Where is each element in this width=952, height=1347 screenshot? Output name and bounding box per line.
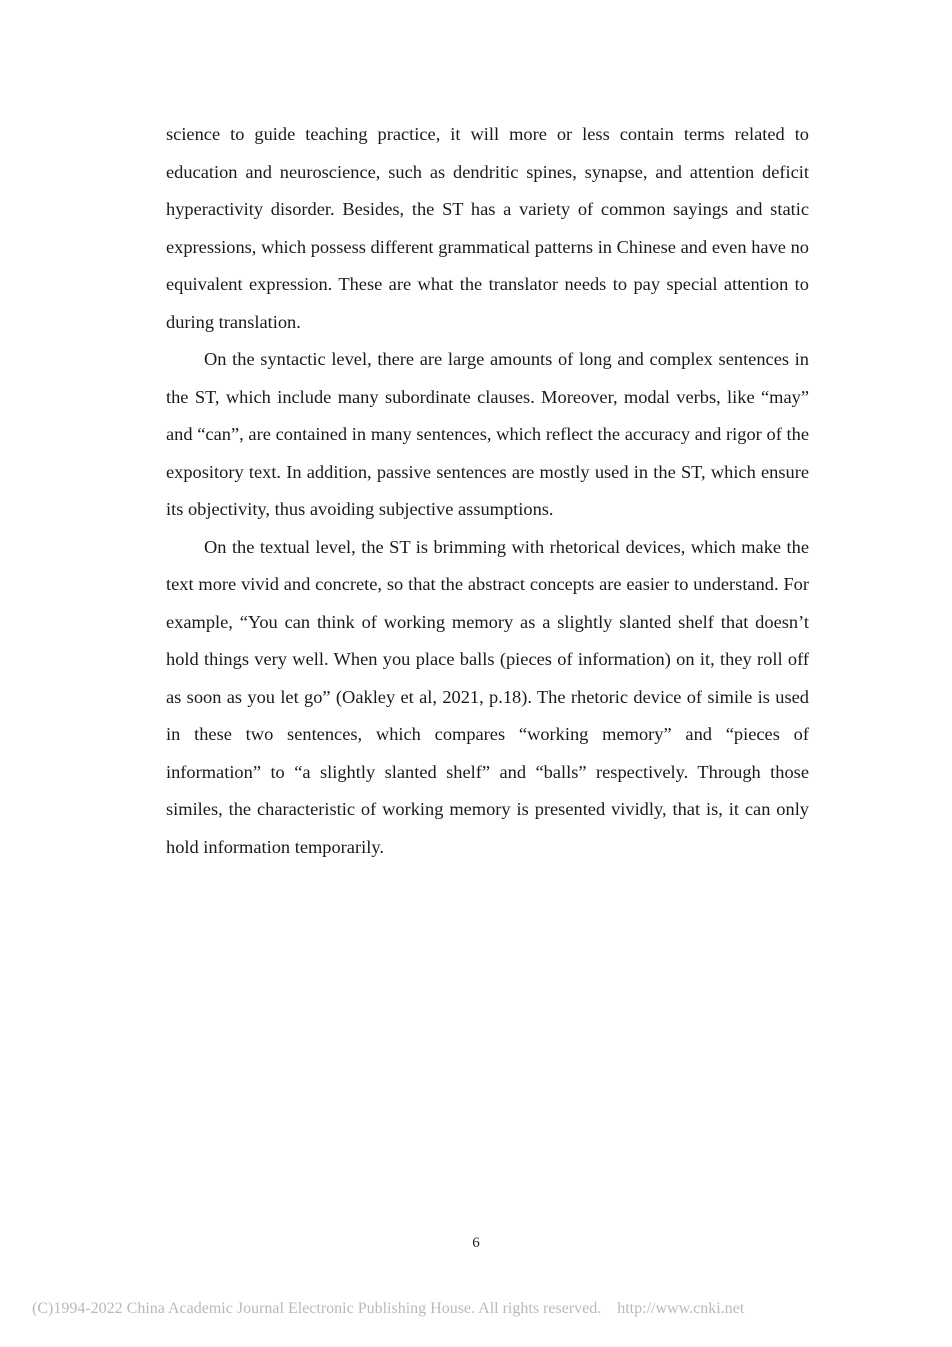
footer-url: http://www.cnki.net [617,1300,745,1317]
copyright-notice: (C)1994-2022 China Academic Journal Electronic Publishing House. All rights reserved. [32,1300,602,1317]
page-number: 6 [472,1235,480,1251]
body-paragraph: science to guide teaching practice, it will more or less contain terms related to education and neuroscience, such as dendritic spines, synapse, and attention deficit hyperactivity disorder. Besides, the ST has a variety of common sayings and static expressions, which possess different grammatical patterns in Chinese and even have no equivalent expression. These are what the translator needs to pay special attention to during translation. [166,124,809,332]
document-body [166,116,809,866]
copyright-footer [32,1299,744,1319]
body-paragraph: On the textual level, the ST is brimming with rhetorical devices, which make the text more vivid and concrete, so that the abstract concepts are easier to understand. For example, “You can think of working memory as a slightly slanted shelf that doesn’t hold things very well. When you place balls (pieces of information) on it, they roll off as soon as you let go” (Oakley et al, 2021, p.18). The rhetoric device of simile is used in these two sentences, which compares “working memory” and “pieces of information” to “a slightly slanted shelf” and “balls” respectively. Through those similes, the characteristic of working memory is presented vividly, that is, it can only hold information temporarily. [166,536,809,857]
body-paragraph: On the syntactic level, there are large amounts of long and complex sentences in the ST, which include many subordinate clauses. Moreover, modal verbs, like “may” and “can”, are contained in many sentences, which reflect the accuracy and rigor of the expository text. In addition, passive sentences are mostly used in the ST, which ensure its objectivity, thus avoiding subjective assumptions. [166,349,809,519]
